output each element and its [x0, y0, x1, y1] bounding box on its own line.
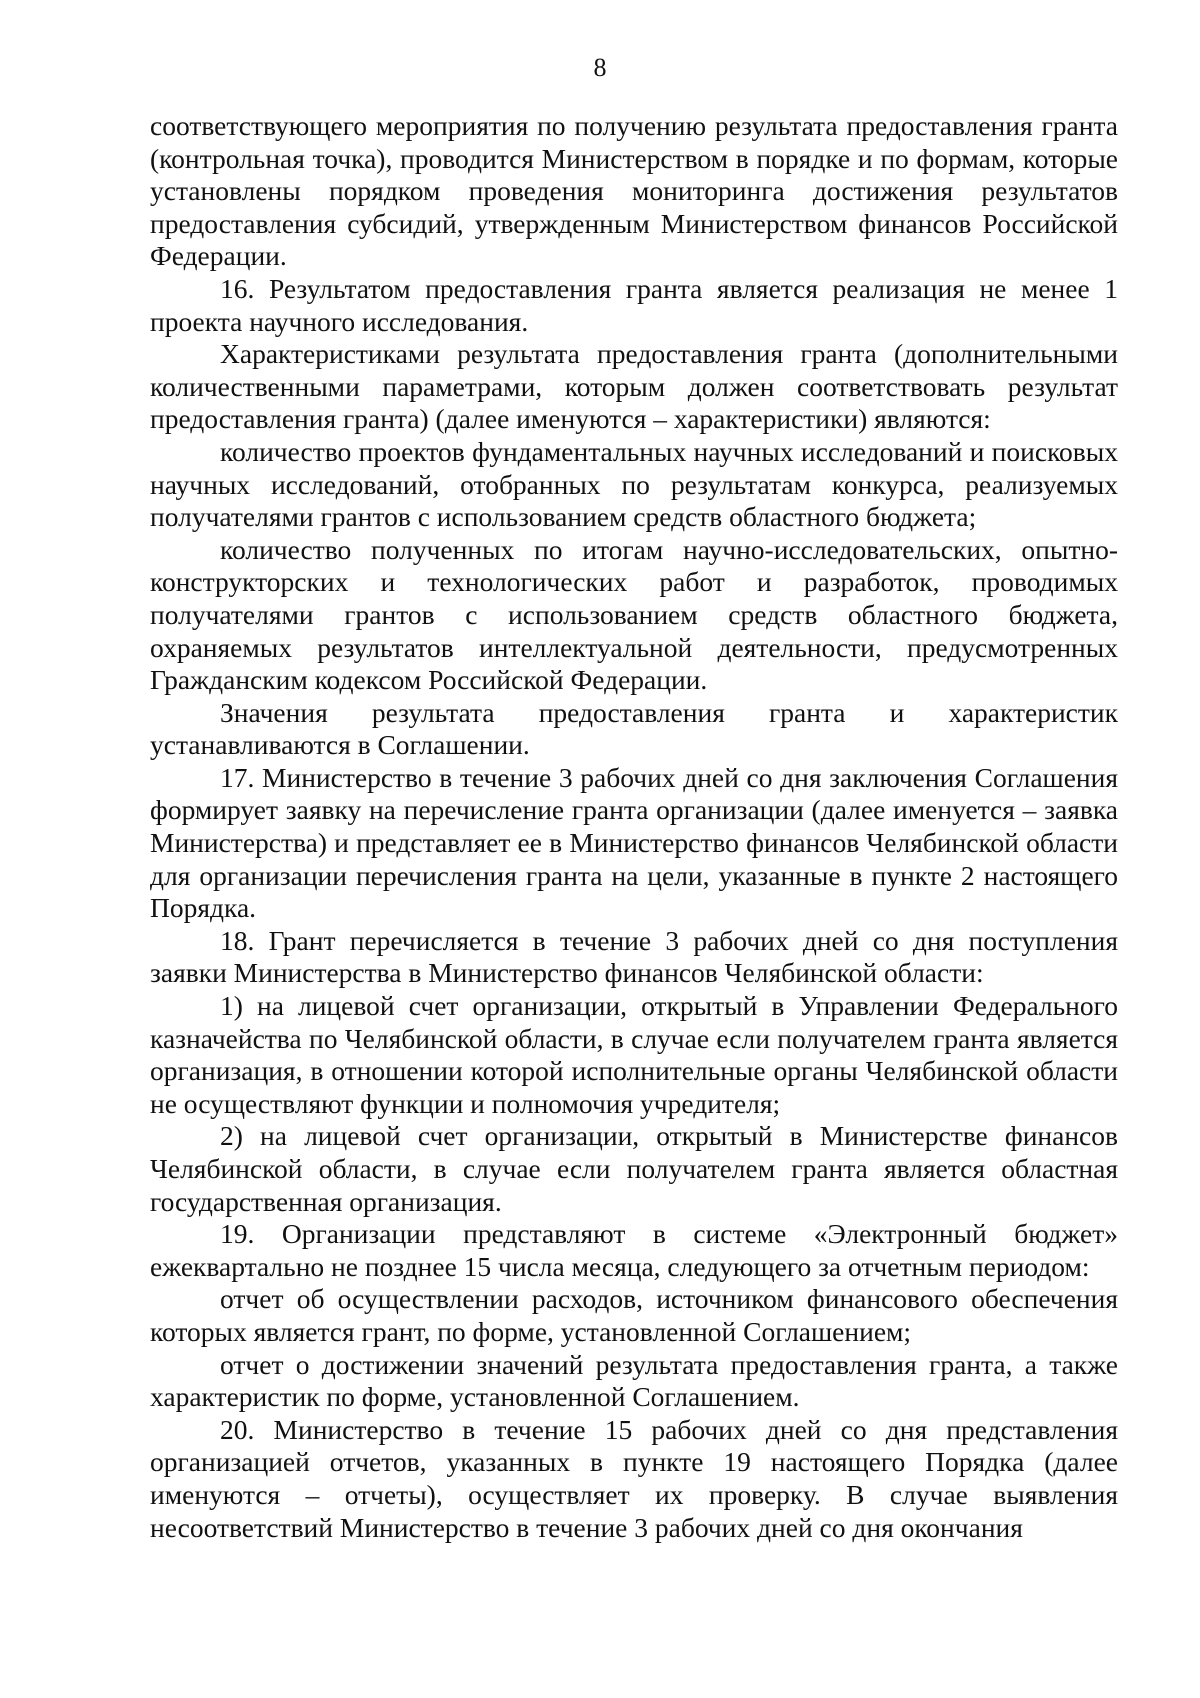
paragraph-characteristic-projects: количество проектов фундаментальных научных исследований и поисковых научных исследований, отобранных по результатам конкурса, реализуемых получателями грантов с использованием средств областного бюджета;: [150, 435, 1118, 533]
document-body: [150, 110, 1118, 1544]
paragraph-item-18-sub-1: 1) на лицевой счет организации, открытый в Управлении Федерального казначейства по Челябинской области, в случае если получателем гранта является организация, в отношении которой исполнительные органы Челябинской области не осуществляют функции и полномочия учредителя;: [150, 990, 1118, 1119]
paragraph-item-19: 19. Организации представляют в системе «Электронный бюджет» ежеквартально не позднее 15 числа месяца, следующего за отчетным периодом:: [150, 1218, 1118, 1282]
paragraph-item-18-sub-2: 2) на лицевой счет организации, открытый в Министерстве финансов Челябинской области, в случае если получателем гранта является областная государственная организация.: [150, 1120, 1118, 1217]
paragraph-report-expenses: отчет об осуществлении расходов, источником финансового обеспечения которых является грант, по форме, установленной Соглашением;: [150, 1283, 1118, 1347]
paragraph-item-17: 17. Министерство в течение 3 рабочих дней со дня заключения Соглашения формирует заявку на перечисление гранта организации (далее именуется – заявка Министерства) и представляет ее в Министерство финансов Челябинской области для организации перечисления гранта на цели, указанные в пункте 2 настоящего Порядка.: [150, 761, 1118, 924]
paragraph-values-agreement: Значения результата предоставления гранта и характеристик устанавливаются в Соглашении.: [150, 696, 1118, 761]
paragraph-item-18: 18. Грант перечисляется в течение 3 рабочих дней со дня поступления заявки Министерства в Министерство финансов Челябинской области:: [150, 924, 1118, 989]
page-number: 8: [593, 53, 607, 82]
paragraph-characteristics-intro: Характеристиками результата предоставления гранта (дополнительными количественными параметрами, которым должен соответствовать результат предоставления гранта) (далее именуются – характеристики) являются:: [150, 338, 1118, 435]
paragraph-item-20: 20. Министерство в течение 15 рабочих дней со дня представления организацией отчетов, указанных в пункте 19 настоящего Порядка (далее именуются – отчеты), осуществляет их проверку. В случае выявления несоответствий Министерство в течение 3 рабочих дней со дня окончания: [150, 1413, 1118, 1543]
paragraph-report-results: отчет о достижении значений результата предоставления гранта, а также характеристик по форме, установленной Соглашением.: [150, 1348, 1118, 1413]
paragraph-item-16: 16. Результатом предоставления гранта является реализация не менее 1 проекта научного исследования.: [150, 272, 1118, 337]
paragraph-characteristic-ip-results: количество полученных по итогам научно-исследовательских, опытно-конструкторских и технологических работ и разработок, проводимых получателями грантов с использованием средств областного бюджета, охраняемых результатов интеллектуальной деятельности, предусмотренных Гражданским кодексом Российской Федерации.: [150, 533, 1118, 696]
paragraph-continuation: соответствующего мероприятия по получению результата предоставления гранта (контрольная точка), проводится Министерством в порядке и по формам, которые установлены порядком проведения мониторинга достижения результатов предоставления субсидий, утвержденным Министерством финансов Российской Федерации.: [150, 110, 1118, 272]
